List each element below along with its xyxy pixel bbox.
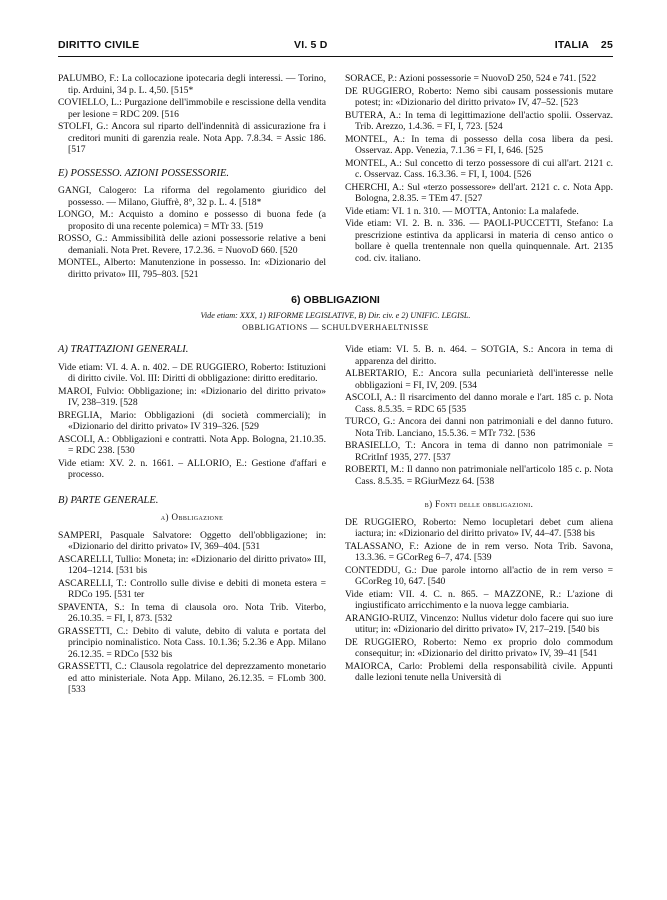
bibliography-entry: MONTEL, A.: In tema di possesso della cosa libera da pesi. Osservaz. App. Venezia, 7.1.36 = FI, I, 646. [525: [345, 133, 613, 156]
top-left-column: [58, 73, 326, 281]
entry-list: [58, 73, 326, 156]
bibliography-entry: ASCARELLI, Tullio: Moneta; in: «Dizionario del diritto privato» III, 1204–1214. [531 bis: [58, 553, 326, 576]
bibliography-entry: Vide etiam: VII. 4. C. n. 865. – MAZZONE, R.: L'azione di ingiustificato arricchimento e la nuova legge cambiaria.: [345, 588, 613, 611]
bibliography-entry: ASCOLI, A.: Obbligazioni e contratti. Nota App. Bologna, 21.10.35. = RDC 238. [530: [58, 433, 326, 456]
entry-list: [345, 517, 613, 684]
bibliography-entry: DE RUGGIERO, Roberto: Nemo sibi causam possessionis mutare potest; in: «Dizionario del diritto privato» IV, 47–52. [523: [345, 85, 613, 108]
entry-list: [345, 73, 613, 264]
header-country: ITALIA: [554, 39, 589, 51]
document-page: [58, 38, 613, 697]
bottom-left-column: [58, 340, 326, 697]
bibliography-entry: SPAVENTA, S.: In tema di clausola oro. Nota Trib. Viterbo, 26.10.35. = FI, I, 873. [532: [58, 601, 326, 624]
bibliography-entry: COVIELLO, L.: Purgazione dell'immobile e rescissione della vendita per lesione = RDC 209. [516: [58, 97, 326, 120]
bibliography-entry: ARANGIO-RUIZ, Vincenzo: Nullus videtur dolo facere qui suo iure utitur; in: «Dizionario del diritto privato» IV, 217–219. [540 bis: [345, 612, 613, 635]
bibliography-entry: MONTEL, Alberto: Manutenzione in possesso. In: «Dizionario del diritto privato» III, 795–803. [521: [58, 257, 326, 280]
bibliography-entry: ASCARELLI, T.: Controllo sulle divise e debiti di moneta estera = RDCo 195. [531 ter: [58, 577, 326, 600]
bibliography-entry: ALBERTARIO, E.: Ancora sulla pecuniarietà dell'interesse nelle obbligazioni = FI, IV, 209. [534: [345, 368, 613, 391]
bibliography-entry: MAROI, Fulvio: Obbligazione; in: «Dizionario del diritto privato» IV, 238–319. [528: [58, 385, 326, 408]
section-heading-possesso: E) POSSESSO. AZIONI POSSESSORIE.: [58, 167, 229, 179]
bibliography-entry: DE RUGGIERO, Roberto: Nemo locupletari debet cum aliena iactura; in: «Dizionario del diritto privato» IV, 44–47. [538 bis: [345, 516, 613, 539]
bibliography-entry: DE RUGGIERO, Roberto: Nemo ex proprio dolo commodum consequitur; in: «Dizionario del diritto privato» IV, 39–41 [541: [345, 636, 613, 659]
cross-reference-line: Vide etiam: XXX, 1) RIFORME LEGISLATIVE, B) Dir. civ. e 2) UNIFIC. LEGISL.: [200, 311, 471, 320]
bibliography-entry: GANGI, Calogero: La riforma del regolamento giuridico del possesso. — Milano, Giuffrè, 8°, 32 p. L. 4. [518*: [58, 185, 326, 208]
bibliography-entry: TURCO, G.: Ancora dei danni non patrimoniali e del danno futuro. Nota Trib. Lanciano, 15.5.36. = MTr 732. [536: [345, 416, 613, 439]
header-classification: VI. 5 D: [294, 39, 328, 51]
top-right-column: [345, 73, 613, 281]
bibliography-entry: Vide etiam: VI. 4. A. n. 402. – DE RUGGIERO, Roberto: Istituzioni di diritto civile. Vol. III: Diritti di obbligazione: diritto ereditario.: [58, 361, 326, 384]
bibliography-entry: Vide etiam: VI. 2. B. n. 336. — PAOLI-PUCCETTI, Stefano: La prescrizione estintiva da applicarsi in materia di censo antico o bollare è quella trentennale non quella quinquennale. Art. 2135 cod. civ. italiano.: [345, 218, 613, 264]
bottom-columns: [58, 340, 613, 697]
bibliography-entry: SORACE, P.: Azioni possessorie = NuovoD 250, 524 e 741. [522: [345, 73, 597, 84]
bibliography-entry: Vide etiam: VI. 5. B. n. 464. – SOTGIA, S.: Ancora in tema di apparenza del diritto.: [345, 344, 613, 367]
bibliography-entry: BREGLIA, Mario: Obbligazioni (di società commerciali); in «Dizionario del diritto privato» IV 319–326. [529: [58, 409, 326, 432]
translation-line: OBBLIGATIONS — SCHULDVERHAELTNISSE: [242, 323, 429, 332]
bibliography-entry: ASCOLI, A.: Il risarcimento del danno morale e l'art. 185 c. p. Nota Cass. 8.5.35. = RDC 65 [535: [345, 392, 613, 415]
bibliography-entry: Vide etiam: VI. 1 n. 310. — MOTTA, Antonio: La malafede.: [345, 205, 579, 217]
bibliography-entry: Vide etiam: XV. 2. n. 1661. – ALLORIO, E.: Gestione d'affari e processo.: [58, 457, 326, 480]
subsection-heading-fonti: b) Fonti delle obbligazioni.: [424, 499, 534, 509]
bibliography-entry: GRASSETTI, C.: Debito di valute, debito di valuta e portata del principio nominalistico. Nota Cass. 10.1.36; 5.2.36 e App. Milano 26.12.35. = RDCo [532 bis: [58, 625, 326, 660]
bibliography-entry: SAMPERI, Pasquale Salvatore: Oggetto dell'obbligazione; in: «Dizionario del diritto privato» IV, 369–404. [531: [58, 529, 326, 552]
bibliography-entry: STOLFI, G.: Ancora sul riparto dell'indennità di assicurazione fra i creditori muniti di garenzia reale. Nota App. 7.8.34. = Assic 186. [517: [58, 121, 326, 155]
bibliography-entry: CONTEDDU, G.: Due parole intorno all'actio de in rem verso = GCorReg 10, 647. [540: [345, 564, 613, 587]
top-columns: [58, 73, 613, 281]
section-heading-parte-generale: B) PARTE GENERALE.: [58, 494, 159, 506]
header-section-title: DIRITTO CIVILE: [58, 39, 140, 51]
bibliography-entry: CHERCHI, A.: Sul «terzo possessore» dell'art. 2121 c. c. Nota App. Bologna, 2.8.35. = TEm 47. [527: [345, 181, 613, 204]
bottom-right-column: [345, 340, 613, 697]
bibliography-entry: BRASIELLO, T.: Ancora in tema di danno non patrimoniale = RCritInf 1935, 277. [537: [345, 440, 613, 463]
entry-list: [58, 362, 326, 481]
bibliography-entry: MONTEL, A.: Sul concetto di terzo possessore di cui all'art. 2121 c. c. Osservaz. Cass. 16.3.36. = FI, I, 1004. [526: [345, 157, 613, 180]
entry-list: [58, 185, 326, 280]
bibliography-entry: MAIORCA, Carlo: Problemi della responsabilità civile. Appunti dalle lezioni tenute nella Università di: [345, 660, 613, 683]
bibliography-entry: GRASSETTI, C.: Clausola regolatrice del deprezzamento monetario ed atto ministeriale. Nota App. Milano, 26.12.35. = FLomb 300. [533: [58, 661, 326, 695]
bibliography-entry: ROSSO, G.: Ammissibilità delle azioni possessorie relative a beni demaniali. Nota Pret. Revere, 17.2.36. = NuovoD 660. [520: [58, 233, 326, 256]
entry-list: [345, 344, 613, 487]
page-number: 25: [600, 39, 613, 51]
bibliography-entry: TALASSANO, F.: Azione de in rem verso. Nota Trib. Savona, 13.3.36. = GCorReg 6–7, 474. [539: [345, 540, 613, 563]
bibliography-entry: ROBERTI, M.: Il danno non patrimoniale nell'articolo 185 c. p. Nota Cass. 8.5.35. = RGiurMezz 64. [538: [345, 464, 613, 487]
bibliography-entry: BUTERA, A.: In tema di legittimazione dell'actio spolii. Osservaz. Trib. Arezzo, 1.4.36. = FI, I, 723. [524: [345, 109, 613, 132]
obbligazioni-heading-block: [58, 294, 613, 332]
bibliography-entry: LONGO, M.: Acquisto a domino e possesso di buona fede (a proposito di una recente polemica) = MTr 33. [519: [58, 209, 326, 232]
running-header: [58, 38, 613, 57]
main-heading: 6) OBBLIGAZIONI: [291, 294, 380, 306]
section-heading-trattazioni: A) TRATTAZIONI GENERALI.: [58, 344, 189, 355]
bibliography-entry: PALUMBO, F.: La collocazione ipotecaria degli interessi. — Torino, tip. Arduini, 34 p. L. 4,50. [515*: [58, 73, 326, 96]
entry-list: [58, 530, 326, 696]
subsection-heading-obbligazione: a) Obbligazione: [160, 512, 224, 522]
